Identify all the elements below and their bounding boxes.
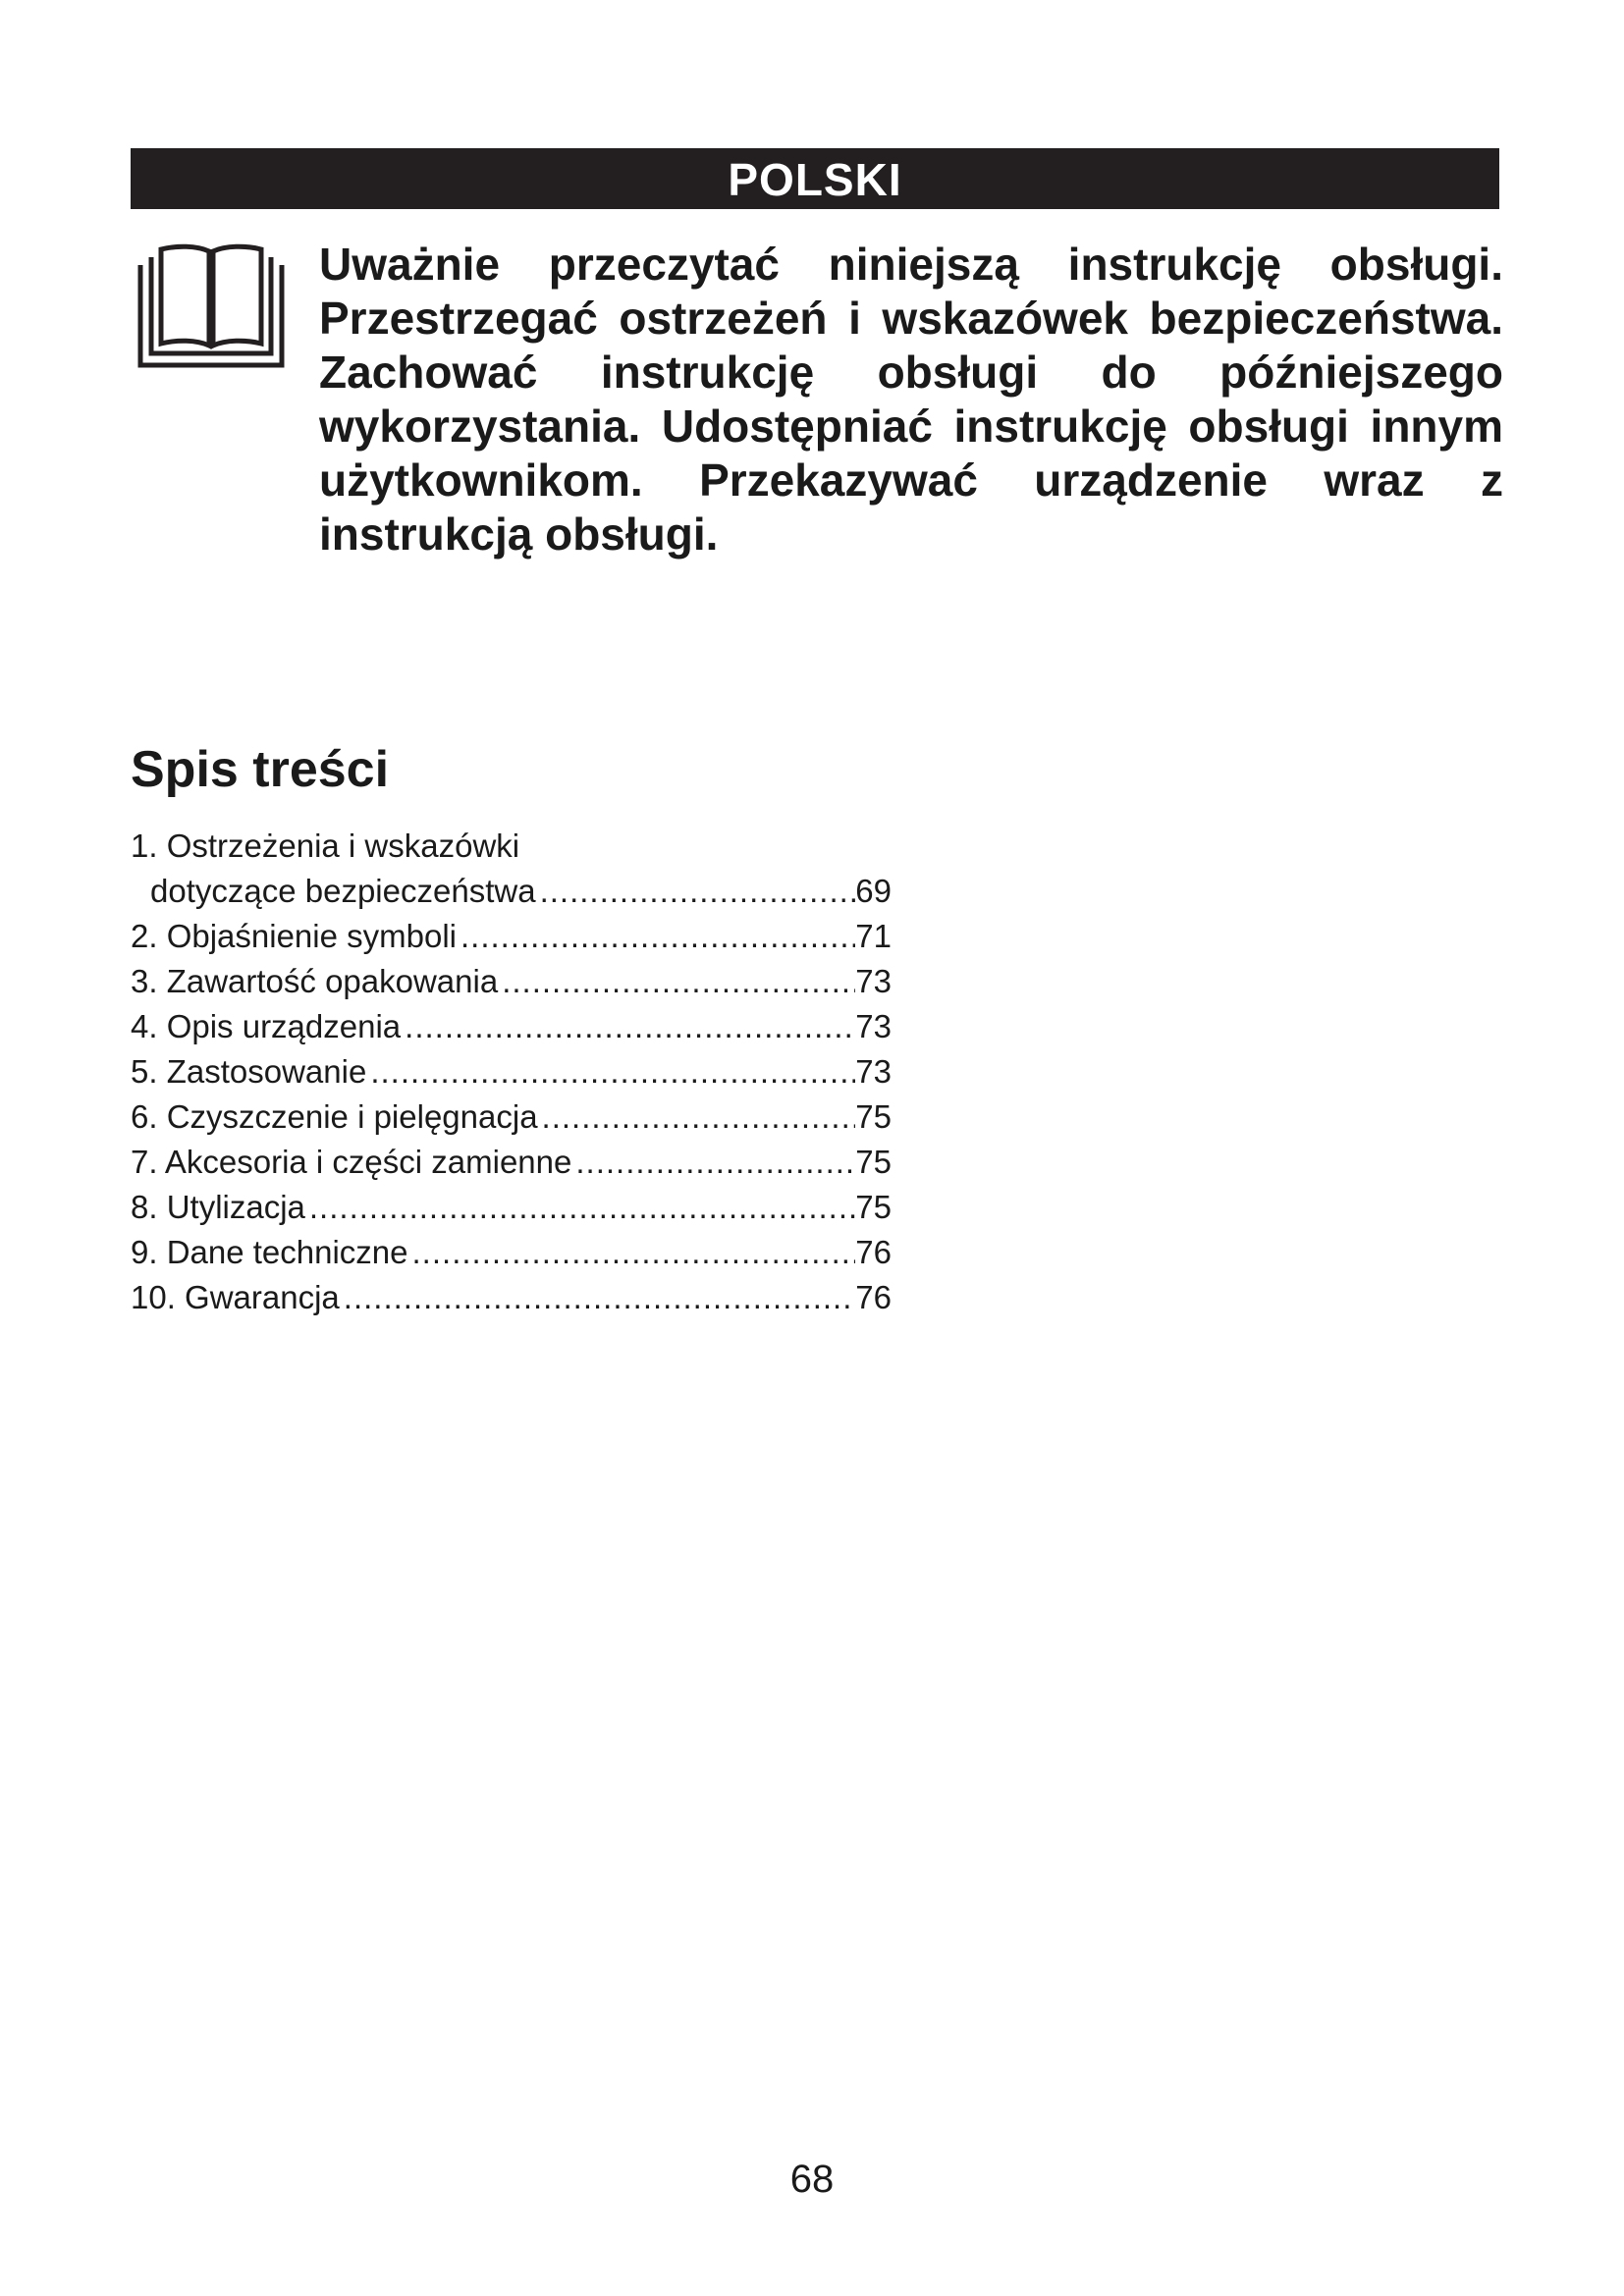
toc-item[interactable] [131,869,892,914]
toc-leader-dots [457,914,855,959]
toc-item-label: 4. Opis urządzenia [131,1008,402,1044]
toc-item-label: 8. Utylizacja [131,1189,305,1225]
toc-item[interactable] [131,959,892,1004]
toc-item-page: 75 [855,1144,892,1180]
toc-item[interactable] [131,914,892,959]
toc-item-label: 5. Zastosowanie [131,1053,367,1090]
toc-leader-dots [408,1230,856,1275]
open-book-icon [137,243,285,369]
toc-item-label: 7. Akcesoria i części zamienne [131,1144,572,1180]
toc-item[interactable] [131,1004,892,1049]
toc-item[interactable] [131,1095,892,1140]
toc-item[interactable] [131,1230,892,1275]
toc-item-page: 69 [855,873,892,909]
toc-item-page: 71 [855,918,892,954]
toc-leader-dots [401,1004,855,1049]
language-header: POLSKI [131,148,1499,209]
toc-item-label: dotyczące bezpieczeństwa [150,873,536,909]
toc-leader-dots [571,1140,855,1185]
toc-item-page: 73 [855,1053,892,1090]
page-number: 68 [789,2158,835,2201]
toc-item-page: 73 [855,963,892,999]
toc-item-label: 9. Dane techniczne [131,1234,408,1270]
toc-item[interactable] [131,1185,892,1230]
toc-leader-dots [498,959,855,1004]
table-of-contents [131,824,892,1320]
toc-item[interactable] [131,1049,892,1095]
toc-title: Spis treści [131,741,390,798]
toc-item-page: 75 [855,1098,892,1135]
toc-leader-dots [340,1275,856,1320]
toc-leader-dots [366,1049,855,1095]
toc-item-label: 3. Zawartość opakowania [131,963,499,999]
toc-item-page: 73 [855,1008,892,1044]
toc-item-page: 76 [855,1234,892,1270]
toc-leader-dots [538,1095,856,1140]
toc-item-page: 76 [855,1279,892,1315]
toc-item[interactable] [131,1140,892,1185]
toc-item-label: 6. Czyszczenie i pielęgnacja [131,1098,538,1135]
toc-leader-dots [305,1185,855,1230]
toc-leader-dots [536,869,856,914]
toc-item[interactable] [131,1275,892,1320]
toc-item-page: 75 [855,1189,892,1225]
toc-item-label: 2. Objaśnienie symboli [131,918,457,954]
intro-paragraph: Uważnie przeczytać niniejszą instrukcję obsługi. Przestrzegać ostrzeżeń i wskazówek bezpieczeństwa. Zachować instrukcję obsługi do późniejszego wykorzystania. Udostępniać instrukcję obsługi innym użytkownikom. Przekazywać urządzenie wraz z instrukcją obsługi. [319,239,1503,560]
toc-item-label-line1: 1. Ostrzeżenia i wskazówki [131,828,520,864]
toc-item-label: 10. Gwarancja [131,1279,340,1315]
